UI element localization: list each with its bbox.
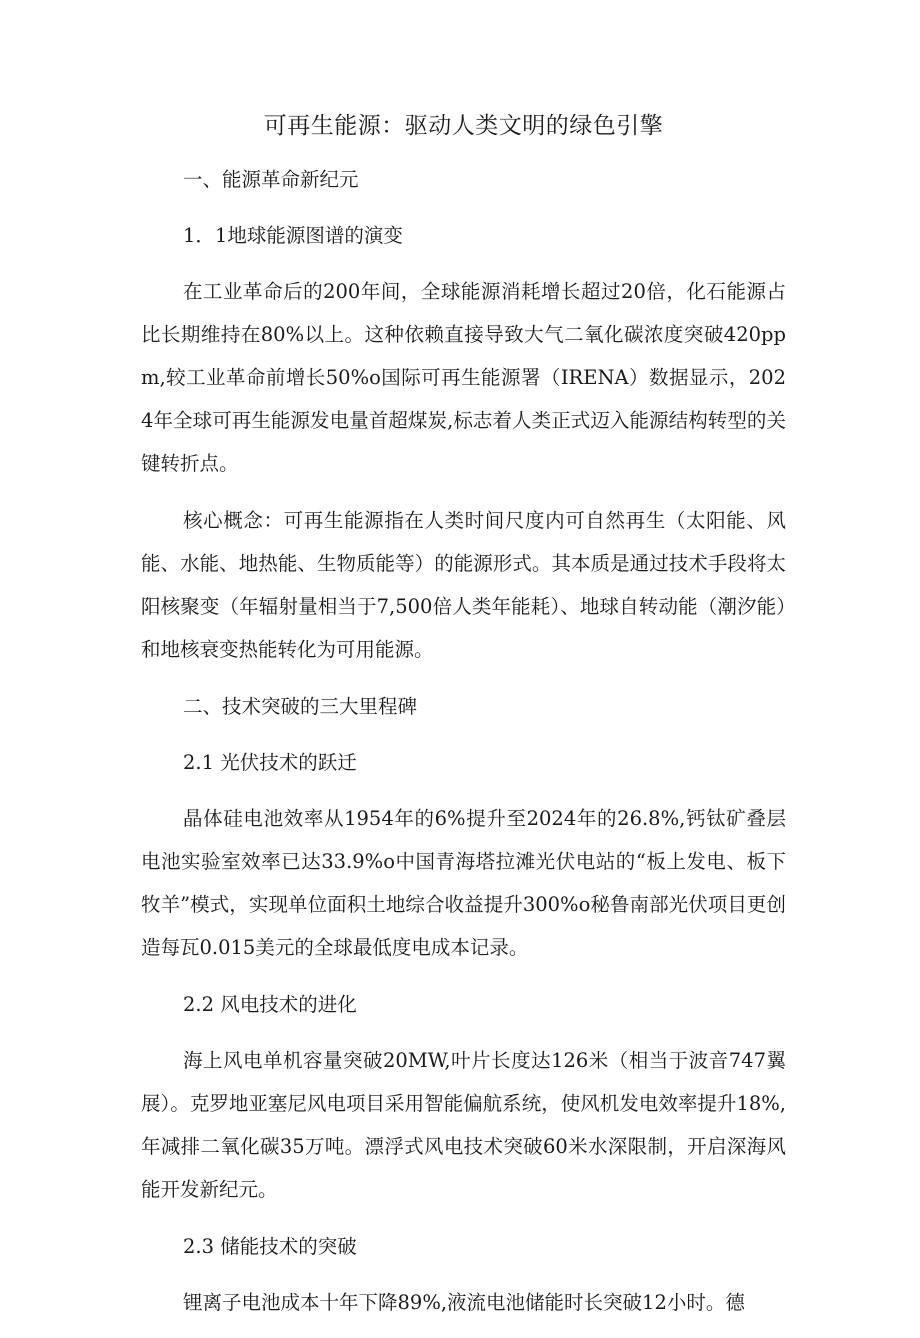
section-heading-2: 二、技术突破的三大里程碑 (183, 695, 418, 718)
subsection-heading-2-3: 2.3 储能技术的突破 (183, 1235, 357, 1258)
paragraph-energy-storage: 锂离子电池成本十年下降89%,液流电池储能时长突破12小时。德 (183, 1291, 745, 1314)
section-heading-1: 一、能源革命新纪元 (183, 168, 359, 191)
paragraph-core-concept: 核心概念：可再生能源指在人类时间尺度内可自然再生（太阳能、风能、水能、地热能、生物质能等）的能源形式。其本质是通过技术手段将太阳核聚变（年辐射量相当于7,500倍人类年能耗）、地球自转动能（潮汐能）和地核衰变热能转化为可用能源。 (141, 509, 786, 661)
subsection-heading-1-1: 1．1地球能源图谱的演变 (183, 224, 403, 247)
paragraph-photovoltaic: 晶体硅电池效率从1954年的6%提升至2024年的26.8%,钙钛矿叠层电池实验室效率已达33.9%o中国青海塔拉滩光伏电站的“板上发电、板下牧羊”模式，实现单位面积土地综合收益提升300%o秘鲁南部光伏项目更创造每瓦0.015美元的全球最低度电成本记录。 (141, 807, 786, 959)
paragraph-wind-power: 海上风电单机容量突破20MW,叶片长度达126米（相当于波音747翼展）。克罗地亚塞尼风电项目采用智能偏航系统，使风机发电效率提升18%,年减排二氧化碳35万吨。漂浮式风电技术突破60米水深限制，开启深海风能开发新纪元。 (141, 1049, 786, 1201)
paragraph-energy-evolution: 在工业革命后的200年间，全球能源消耗增长超过20倍，化石能源占比长期维持在80%以上。这种依赖直接导致大气二氧化碳浓度突破420ppm,较工业革命前增长50%o国际可再生能源署（IRENA）数据显示，2024年全球可再生能源发电量首超煤炭,标志着人类正式迈入能源结构转型的关键转折点。 (141, 280, 786, 475)
subsection-heading-2-2: 2.2 风电技术的进化 (183, 993, 357, 1016)
subsection-heading-2-1: 2.1 光伏技术的跃迁 (183, 751, 357, 774)
document-title: 可再生能源：驱动人类文明的绿色引擎 (263, 113, 664, 139)
document-page (141, 104, 786, 1338)
